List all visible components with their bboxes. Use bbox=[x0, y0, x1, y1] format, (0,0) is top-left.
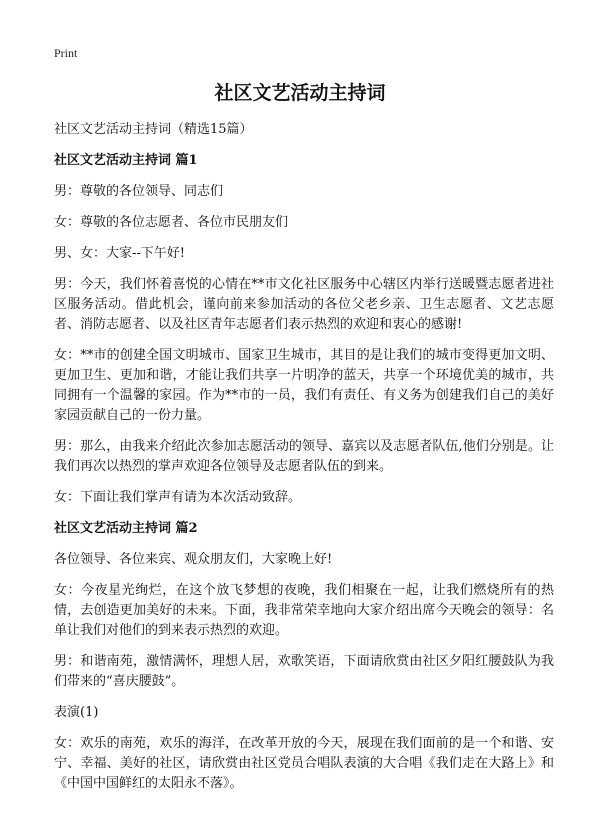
document-body bbox=[54, 120, 554, 805]
paragraph: 男：那么，由我来介绍此次参加志愿活动的领导、嘉宾以及志愿者队伍,他们分别是。让我们再次以热烈的掌声欢迎各位领导及志愿者队伍的到来。 bbox=[54, 439, 554, 474]
print-link[interactable]: Print bbox=[54, 46, 78, 60]
paragraph: 女：今夜星光绚烂，在这个放飞梦想的夜晚，我们相聚在一起，让我们燃烧所有的热情，去创造更加美好的未来。下面，我非常荣幸地向大家介绍出席今天晚会的领导：名单让我们对他们的到来表示热烈的欢迎。 bbox=[54, 583, 554, 638]
paragraph: 男：今天，我们怀着喜悦的心情在**市文化社区服务中心辖区内举行送暖暨志愿者进社区服务活动。借此机会，谨向前来参加活动的各位父老乡亲、卫生志愿者、文艺志愿者、消防志愿者、以及社区青年志愿者们表示热烈的欢迎和衷心的感谢! bbox=[54, 277, 554, 332]
paragraph: 男：尊敬的各位领导、同志们 bbox=[54, 184, 224, 199]
paragraph: 各位领导、各位来宾、观众朋友们，大家晚上好! bbox=[54, 552, 333, 567]
page-title: 社区文艺活动主持词 bbox=[214, 82, 386, 104]
paragraph: 表演(1) bbox=[54, 705, 99, 720]
paragraph: 女：下面让我们掌声有请为本次活动致辞。 bbox=[54, 490, 302, 505]
paragraph: 女：欢乐的南苑，欢乐的海洋，在改革开放的今天，展现在我们面前的是一个和谐、安宁、幸福、美好的社区，请欣赏由社区党员合唱队表演的大合唱《我们走在大路上》和《中国中国鲜红的太阳永不落》。 bbox=[54, 736, 554, 791]
document-subtitle: 社区文艺活动主持词（精选15篇） bbox=[54, 122, 253, 137]
paragraph: 女：**市的创建全国文明城市、国家卫生城市，其目的是让我们的城市变得更加文明、更加卫生、更加和谐，才能让我们共享一片明净的蓝天，共享一个环境优美的城市，共同拥有一个温馨的家园。作为**市的一员，我们有责任、有义务为创建我们自己的美好家园贡献自己的一份力量。 bbox=[54, 348, 554, 423]
paragraph: 男、女：大家--下午好! bbox=[54, 246, 186, 261]
section-heading: 社区文艺活动主持词 篇1 bbox=[54, 153, 198, 168]
section-heading: 社区文艺活动主持词 篇2 bbox=[54, 521, 198, 536]
paragraph: 男：和谐南苑，激情满怀，理想人居，欢歌笑语，下面请欣赏由社区夕阳红腰鼓队为我们带来的“喜庆腰鼓”。 bbox=[54, 654, 554, 689]
paragraph: 女：尊敬的各位志愿者、各位市民朋友们 bbox=[54, 215, 289, 230]
